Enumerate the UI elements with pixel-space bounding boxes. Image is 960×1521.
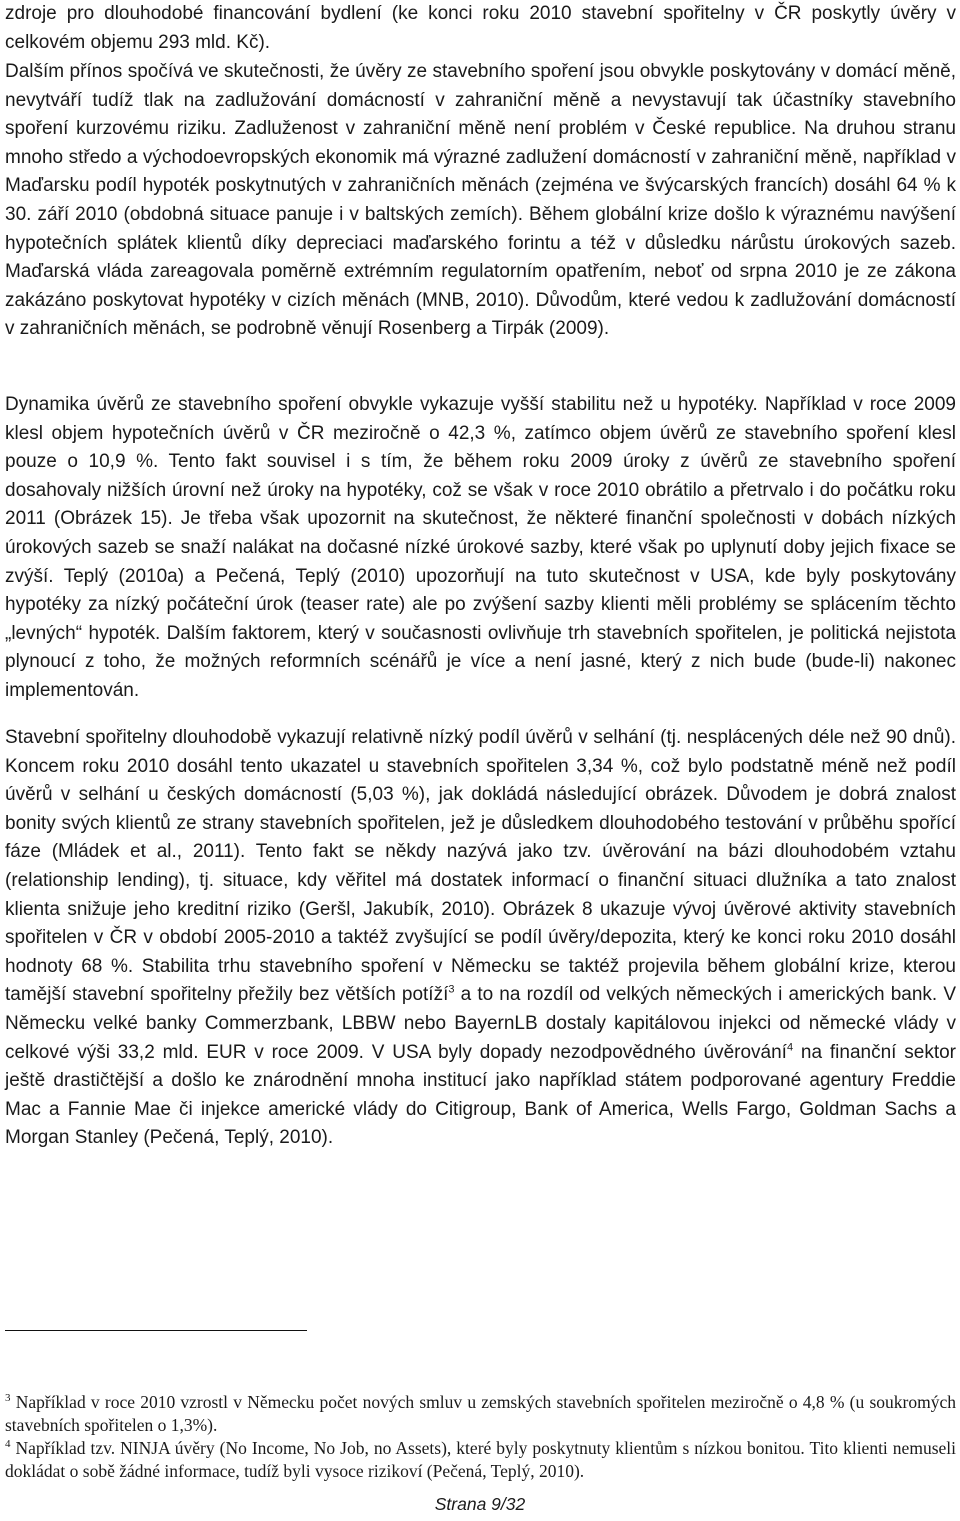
paragraph-continued: zdroje pro dlouhodobé financování bydlení (ke konci roku 2010 stavební spořitelny v ČR poskytly úvěry v celkovém objemu 293 mld. Kč). [5, 3, 956, 53]
page-number: Strana 9/32 [434, 1494, 526, 1514]
footnote-ref-3[interactable]: 3 [448, 984, 455, 997]
paragraph-text-part-a: Stavební spořitelny dlouhodobě vykazují relativně nízký podíl úvěrů v selhání (tj. nesplácených déle než 90 dnů). Koncem roku 2010 dosáhl tento ukazatel u stavebních spořitelen 3,34 %, což bylo podstatně méně než podíl úvěrů v selhání u českých domácností (5,03 %), jak dokládá následující obrázek. Důvodem je dobrá znalost bonity svých klientů ze strany stavebních spořitelen, jež je důsledkem dlouhodobého testování v průběhu spořící fáze (Mládek et al., 2011). Tento fakt se někdy nazývá jako tzv. úvěrování na bázi dlouhodobém vztahu (relationship lending), tj. situace, kdy věřitel má dostatek informací o finanční situaci dlužníka a tato znalost klienta snižuje jeho kreditní riziko (Geršl, Jakubík, 2010). Obrázek 8 ukazuje vývoj úvěrové aktivity stavebních spořitelen v ČR v období 2005-2010 a taktéž zvyšující se podíl úvěry/depozita, který ke konci roku 2010 dosáhl hodnoty 68 %. Stabilita trhu stavebního spoření v Německu se taktéž projevila během globální krize, kterou tamější stavební spořitelny přežily bez větších potíží [5, 727, 956, 1006]
footnote-3-number: 3 [5, 1392, 11, 1405]
paragraph-loan-dynamics: Dynamika úvěrů ze stavebního spoření obvykle vykazuje vyšší stabilitu než u hypotéky. Například v roce 2009 klesl objem hypotečních úvěrů v ČR meziročně o 42,3 %, zatímco objem úvěrů ze stavebního spoření klesl pouze o 10,9 %. Tento fakt souvisel i s tím, že během roku 2009 úroky z úvěrů ze stavebního spoření dosahovaly nižších úrovní než úroky na hypotéky, což se však v roce 2010 obrátilo a přetrvalo i do počátku roku 2011 (Obrázek 15). Je třeba však upozornit na skutečnost, že některé finanční společnosti v dobách nízkých úrokových sazeb se snaží nalákat na dočasné nízké úrokové sazby, které však po uplynutí doby jejich fixace se zvýší. Teplý (2010a) a Pečená, Teplý (2010) upozorňují na tuto skutečnost v USA, kde byly poskytovány hypotéky za nízký počáteční úrok (teaser rate) ale po zvýšení sazby klienti měli problémy se splácením těchto „levných“ hypoték. Dalším faktorem, který v současnosti ovlivňuje trh stavebních spořitelen, je politická nejistota plynoucí z toho, že možných reformních scénářů je více a není jasné, který z nich bude (bude-li) nakonec implementován. [5, 394, 956, 701]
paragraph-default-rates [5, 724, 956, 1153]
footnote-3-text: Například v roce 2010 vzrostl v Německu počet nových smluv u zemských stavebních spořitelen meziročně o 4,8 % (u soukromých stavebních spořitelen o 1,3%). [5, 1392, 956, 1435]
footnote-separator [5, 1330, 307, 1331]
footnote-4-text: Například tzv. NINJA úvěry (No Income, No Job, no Assets), které byly poskytnuty klientům s nízkou bonitou. Tito klienti nemuseli dokládat o sobě žádné informace, tudíž byli vysoce rizikoví (Pečená, Teplý, 2010). [5, 1438, 956, 1481]
paragraph-foreign-currency: Dalším přínos spočívá ve skutečnosti, že úvěry ze stavebního spoření jsou obvykle poskytovány v domácí měně, nevytváří tudíž tlak na zadlužování domácností v zahraniční měně a nevystavují tak účastníky stavebního spoření kurzovému riziku. Zadluženost v zahraniční měně není problém v České republice. Na druhou stranu mnoho středo a východoevropských ekonomik má výrazné zadlužení domácností v zahraniční měně, například v Maďarsku podíl hypoték poskytnutých v zahraničních měnách (zejména ve švýcarských francích) dosáhl 64 % k 30. září 2010 (obdobná situace panuje i v baltských zemích). Během globální krize došlo k výraznému navýšení hypotečních splátek klientů díky depreciaci maďarského forintu a též v důsledku nárůstu úrokových sazeb. Maďarská vláda zareagovala poměrně extrémním regulatorním opatřením, neboť od srpna 2010 je ze zákona zakázáno poskytovat hypotéky v cizích měnách (MNB, 2010). Důvodům, které vedou k zadlužování domácností v zahraničních měnách, se podrobně věnují Rosenberg a Tirpák (2009). [5, 61, 956, 340]
footnote-ref-4[interactable]: 4 [786, 1041, 794, 1054]
paragraph-text-part-c: na finanční sektor ještě drastičtější a došlo ke znárodnění mnoha institucí jako například státem podporované agentury Freddie Mac a Fannie Mae či injekce americké vlády do Citigroup, Bank of America, Wells Fargo, Goldman Sachs a Morgan Stanley (Pečená, Teplý, 2010). [5, 1041, 956, 1149]
footnote-4 [5, 1437, 956, 1482]
footnote-3 [5, 1391, 956, 1436]
footnote-4-number: 4 [5, 1438, 11, 1451]
paragraph-text-part-b: a to na rozdíl od velkých německých i amerických bank. V Německu velké banky Commerzbank, LBBW nebo BayernLB dostaly kapitálovou injekci od německé vlády v celkové výši 33,2 mld. EUR v roce 2009. V USA byly dopady nezodpovědného úvěrování [5, 984, 956, 1063]
